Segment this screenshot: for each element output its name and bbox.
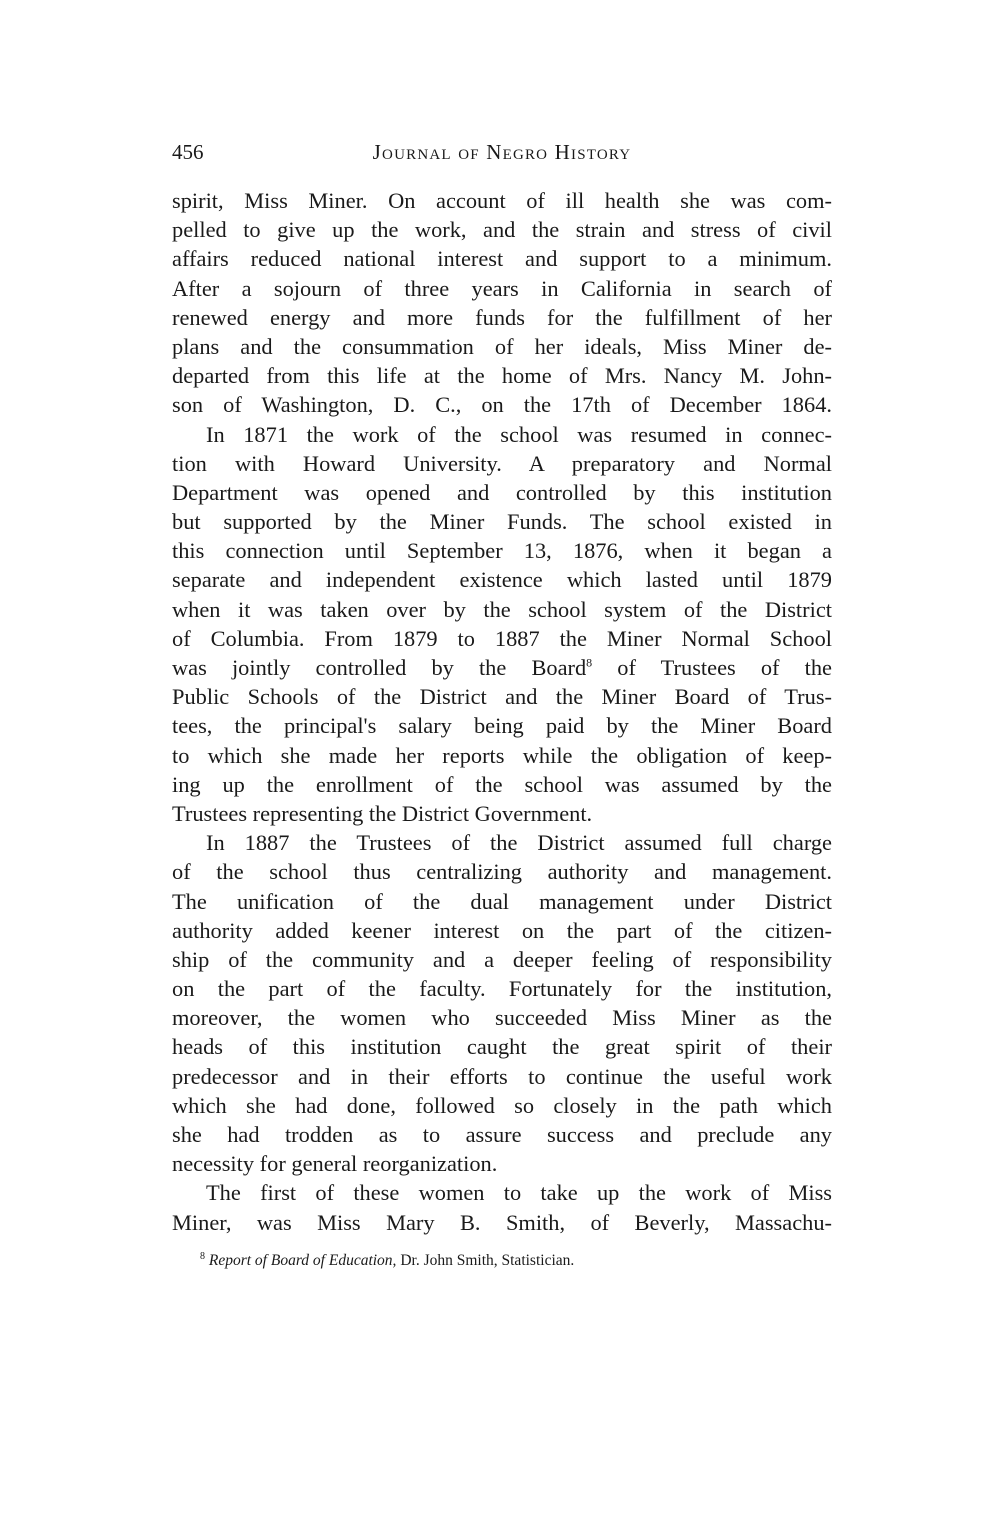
text-line: Department was opened and controlled by this institution: [172, 479, 832, 505]
text-line: plans and the consummation of her ideals, Miss Miner de-: [172, 333, 832, 359]
text-line: ship of the community and a deeper feeling of responsibility: [172, 946, 832, 972]
journal-title: Journal of Negro History: [372, 140, 632, 164]
text-line: of Columbia. From 1879 to 1887 the Miner Normal School: [172, 625, 832, 651]
footnote-ref-mark[interactable]: 8: [586, 655, 593, 670]
text-line: predecessor and in their efforts to continue the useful work: [172, 1063, 832, 1089]
text-line: to which she made her reports while the obligation of keep-: [172, 742, 832, 768]
text-line: authority added keener interest on the part of the citizen-: [172, 917, 832, 943]
text-line: when it was taken over by the school system of the District: [172, 596, 832, 622]
text-line: necessity for general reorganization.: [172, 1151, 498, 1177]
paragraph: [172, 186, 832, 420]
paragraph: [172, 828, 832, 1178]
text-line: departed from this life at the home of Mrs. Nancy M. John-: [172, 363, 832, 389]
text-line: In 1887 the Trustees of the District assumed full charge: [206, 830, 832, 856]
text-line: affairs reduced national interest and support to a minimum.: [172, 246, 832, 272]
text-line: of the school thus centralizing authority and management.: [172, 859, 832, 885]
text-line: heads of this institution caught the great spirit of their: [172, 1034, 832, 1060]
text-line: this connection until September 13, 1876, when it began a: [172, 538, 832, 564]
text-line: separate and independent existence which lasted until 1879: [172, 567, 832, 593]
text-line: The first of these women to take up the work of Miss: [206, 1180, 832, 1206]
text-line: son of Washington, D. C., on the 17th of December 1864.: [172, 392, 832, 418]
paragraph: [172, 1178, 832, 1236]
text-line: The unification of the dual management under District: [172, 888, 832, 914]
text-line: Public Schools of the District and the Miner Board of Trus-: [172, 684, 832, 710]
text-line: tion with Howard University. A preparatory and Normal: [172, 450, 832, 476]
text-line: tees, the principal's salary being paid by the Miner Board: [172, 713, 832, 739]
body-text: [172, 186, 832, 1237]
paragraph: [172, 420, 832, 829]
text-line: After a sojourn of three years in California in search of: [172, 275, 832, 301]
text-line: moreover, the women who succeeded Miss Miner as the: [172, 1005, 832, 1031]
text-line: Miner, was Miss Mary B. Smith, of Beverly, Massachu-: [172, 1209, 832, 1235]
footnote-mark: 8: [200, 1250, 205, 1262]
text-line: spirit, Miss Miner. On account of ill health she was com-: [172, 188, 832, 213]
text-segment: was jointly controlled by the Board: [172, 655, 587, 680]
text-line: pelled to give up the work, and the strain and stress of civil: [172, 217, 832, 243]
text-line: Trustees representing the District Government.: [172, 800, 593, 826]
text-line-with-footnote-ref: [172, 653, 832, 682]
footnote-title: Report of Board of Education,: [208, 1252, 397, 1269]
page-number: 456: [172, 140, 204, 164]
footnote: [200, 1250, 840, 1272]
text-line: she had trodden as to assure success and preclude any: [172, 1122, 832, 1147]
text-line: renewed energy and more funds for the fulfillment of her: [172, 304, 832, 330]
text-line: which she had done, followed so closely in the path which: [172, 1092, 832, 1118]
footnote-text: Dr. John Smith, Statistician.: [396, 1252, 575, 1269]
text-line: but supported by the Miner Funds. The school existed in: [172, 509, 832, 535]
text-line: on the part of the faculty. Fortunately for the institution,: [172, 976, 832, 1002]
running-head: [172, 136, 832, 168]
text-line: In 1871 the work of the school was resumed in connec-: [206, 421, 832, 447]
text-line: ing up the enrollment of the school was assumed by the: [172, 771, 832, 797]
text-segment: of Trustees of the: [592, 655, 832, 680]
